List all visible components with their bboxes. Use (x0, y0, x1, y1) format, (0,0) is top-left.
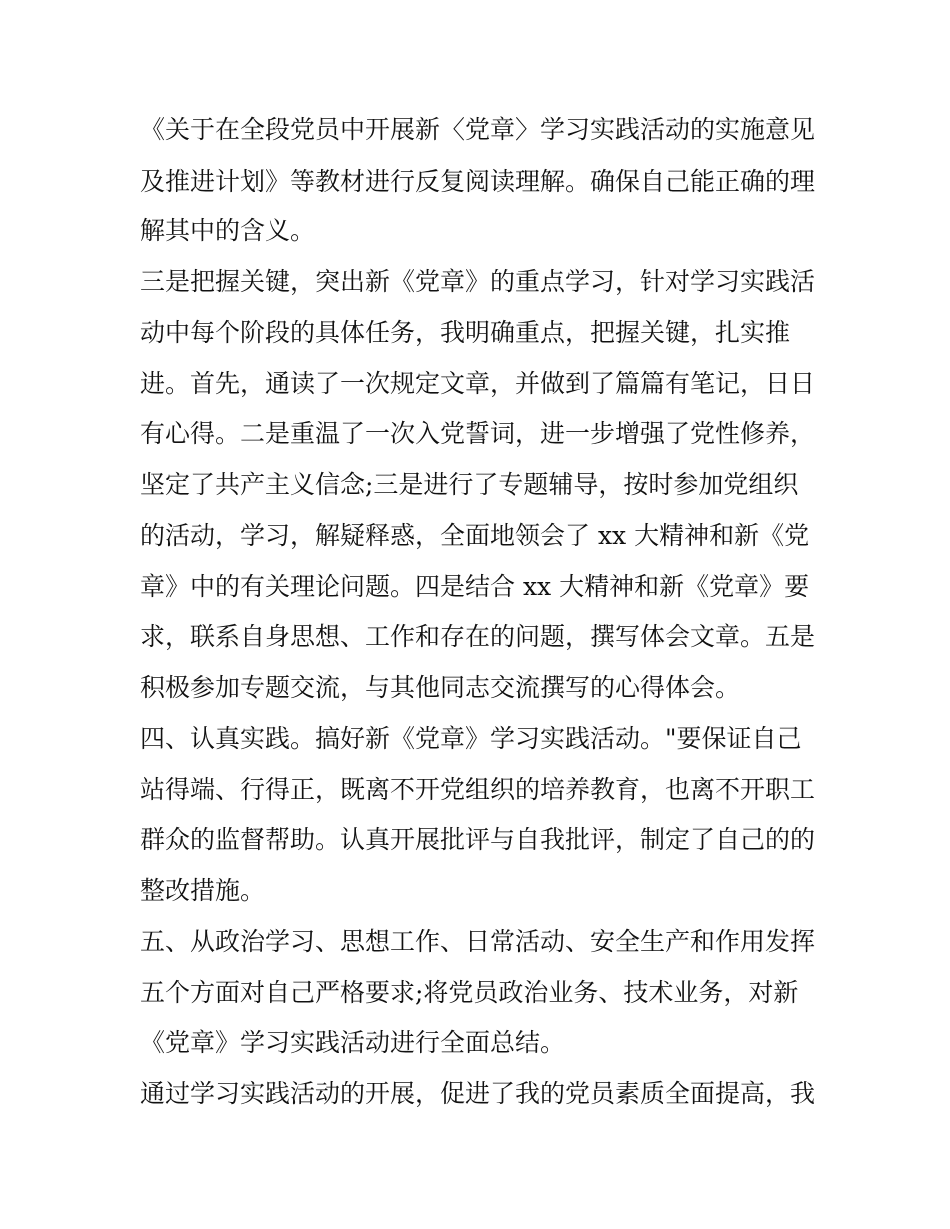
body-text-line: 四、认真实践。搞好新《党章》学习实践活动。"要保证自己 (140, 724, 802, 753)
body-text-line: 群众的监督帮助。认真开展批评与自我批评，制定了自己的的 (140, 825, 816, 854)
body-text-line: 有心得。二是重温了一次入党誓词，进一步增强了党性修养， (140, 419, 816, 448)
body-text-line: 五、从政治学习、思想工作、日常活动、安全生产和作用发挥 (140, 927, 816, 956)
body-text-line: 的活动，学习，解疑释惑，全面地领会了 xx 大精神和新《党 (140, 521, 810, 550)
body-text-line: 解其中的含义。 (140, 216, 316, 245)
body-text-line: 五个方面对自己严格要求;将党员政治业务、技术业务，对新 (140, 978, 799, 1007)
body-text-line: 及推进计划》等教材进行反复阅读理解。确保自己能正确的理 (140, 167, 816, 196)
body-text-line: 站得端、行得正，既离不开党组织的培养教育，也离不开职工 (140, 775, 816, 804)
body-text-line: 整改措施。 (140, 876, 266, 905)
body-text-line: 动中每个阶段的具体任务，我明确重点，把握关键，扎实推 (140, 318, 791, 347)
body-text-line: 进。首先，通读了一次规定文章，并做到了篇篇有笔记，日日 (140, 369, 816, 398)
body-text-line: 求，联系自身思想、工作和存在的问题，撰写体会文章。五是 (140, 622, 816, 651)
body-text-line: 坚定了共产主义信念;三是进行了专题辅导，按时参加党组织 (140, 470, 799, 499)
body-text-line: 通过学习实践活动的开展，促进了我的党员素质全面提高，我 (140, 1079, 816, 1108)
body-text-line: 《关于在全段党员中开展新〈党章〉学习实践活动的实施意见 (140, 115, 816, 144)
body-text-line: 《党章》学习实践活动进行全面总结。 (140, 1028, 566, 1057)
body-text-line: 章》中的有关理论问题。四是结合 xx 大精神和新《党章》要 (140, 572, 810, 601)
body-text-line: 积极参加专题交流，与其他同志交流撰写的心得体会。 (140, 673, 741, 702)
body-text-line: 三是把握关键，突出新《党章》的重点学习，针对学习实践活 (140, 267, 816, 296)
